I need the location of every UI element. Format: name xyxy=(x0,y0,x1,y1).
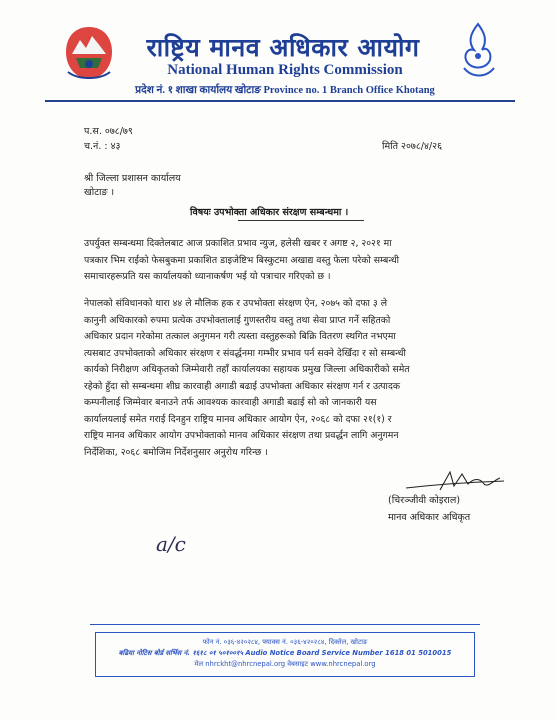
body-paragraph-1 xyxy=(84,236,514,286)
paragraph-line: कानुनी अधिकारको रुपमा प्रत्येक उपभोक्तालाई गुणस्तरीय वस्तु तथा सेवा प्राप्त गर्ने सहितको xyxy=(84,314,391,326)
recipient-office: श्री जिल्ला प्रशासन कार्यालय xyxy=(84,173,181,184)
footer-contact-box xyxy=(95,632,475,677)
branch-office-english: Province no. 1 Branch Office Khotang xyxy=(263,85,435,96)
branch-office-line xyxy=(70,83,500,97)
paragraph-line: रहेको हुँदा सो सम्बन्धमा शीघ्र कारवाही अगाडी बढाई उपभोक्ता अधिकार संरक्षण गर्न र उत्पादक xyxy=(84,380,401,392)
branch-office-nepali: प्रदेश नं. १ शाखा कार्यालय खोटाङ xyxy=(135,85,261,96)
letter-subject: विषयः उपभोक्ता अधिकार संरक्षण सम्बन्धमा । xyxy=(190,207,349,218)
handwritten-note: a/c xyxy=(156,532,186,556)
paragraph-line: पत्रकार भिम राईको फेसबुकमा प्रकाशित डाइजेष्टिभ बिस्कुटमा अखाद्य वस्तु फेला परेको सम्बन्धी xyxy=(84,254,400,266)
footer-phone-line: फोन नं. ०३६-४२०२८४, फ्याक्स नं. ०३६-४२०२८४, दिक्तेल, खोटाङ xyxy=(202,638,368,646)
paragraph-line: राष्ट्रिय मानव अधिकार आयोग उपभोक्ताको मानव अधिकार संरक्षण तथा प्रवर्द्धन लागि अनुगमन xyxy=(84,430,399,441)
paragraph-line: कम्पनीलाई जिम्मेवार बनाउने तर्फ आवश्यक कारवाही अगाडी बढाई सो को जानकारी यस xyxy=(84,397,377,408)
nepal-emblem-logo xyxy=(62,24,116,82)
paragraph-line: उपर्युक्त सम्बन्धमा दिक्तेलबाट आज प्रकाशित प्रभाव न्युज, हलेसी खबर र अगष्ट २, २०२१ मा xyxy=(84,238,392,249)
signatory-title: मानव अधिकार अधिकृत xyxy=(388,512,471,523)
paragraph-line: कार्यको निरीक्षण अधिकृतको जिम्मेवारी तहाँ कार्यालयका सहायक प्रमुख जिल्ला अधिकारीको समेत xyxy=(84,364,410,375)
body-paragraph-2 xyxy=(84,296,514,461)
footer-notice-board-line: बढिया नोटिस बोर्ड सर्भिस नं. १६१८ ०१ ५०१००१५ Audio Notice Board Service Number 1618 01 5010015 xyxy=(118,649,452,657)
paragraph-line: अधिकार प्रदान गरेकोमा तत्काल अनुगमन गरी त्यस्ता वस्तुहरूको बिक्रि वितरण स्थगित नभएमा xyxy=(84,331,396,342)
commission-name-nepali: राष्ट्रिय मानव अधिकार आयोग xyxy=(146,33,420,62)
commission-name-english: National Human Rights Commission xyxy=(167,62,403,78)
paragraph-line: नेपालको संविधानको धारा ४४ ले मौलिक हक र उपभोक्ता संरक्षण ऐन, २०७५ को दफा ३ ले xyxy=(84,298,388,309)
recipient-location: खोटाङ । xyxy=(84,187,115,198)
nhrc-flame-logo xyxy=(456,20,500,84)
signatory-name: (चिरञ्जीवी कोइराल) xyxy=(388,495,461,506)
letter-date: मिति २०७८/४/२६ xyxy=(382,141,443,152)
fiscal-year: प.स. ०७८/७९ xyxy=(84,126,133,137)
letterhead-rule xyxy=(45,100,515,102)
paragraph-line: त्यसबाट उपभोक्ताको अधिकार संरक्षण र संवर्द्धनमा गम्भीर प्रभाव पर्न सक्ने देखिँदा र सो सम्बन्धी xyxy=(84,347,406,359)
paragraph-line: कार्यालयलाई समेत गराई दिनहुन राष्ट्रिय मानव अधिकार आयोग ऐन, २०६८ को दफा २१(१) र xyxy=(84,413,392,425)
subject-underline xyxy=(238,220,364,221)
paragraph-line: समाचारहरूप्रति यस कार्यालयको ध्यानाकर्षण भई यो पत्राचार गरिएको छ । xyxy=(84,271,331,282)
footer-email-web-line: मेल nhrckht@nhrcnepal.org वेबसाइट www.nhrcnepal.org xyxy=(194,660,376,668)
handwritten-signature xyxy=(404,468,508,494)
paragraph-line: निर्देशिका, २०६८ बमोजिम निर्देशनुसार अनुरोध गरिन्छ । xyxy=(84,446,268,458)
reference-number: च.नं. : ४३ xyxy=(84,141,121,152)
footer-rule xyxy=(90,624,480,625)
